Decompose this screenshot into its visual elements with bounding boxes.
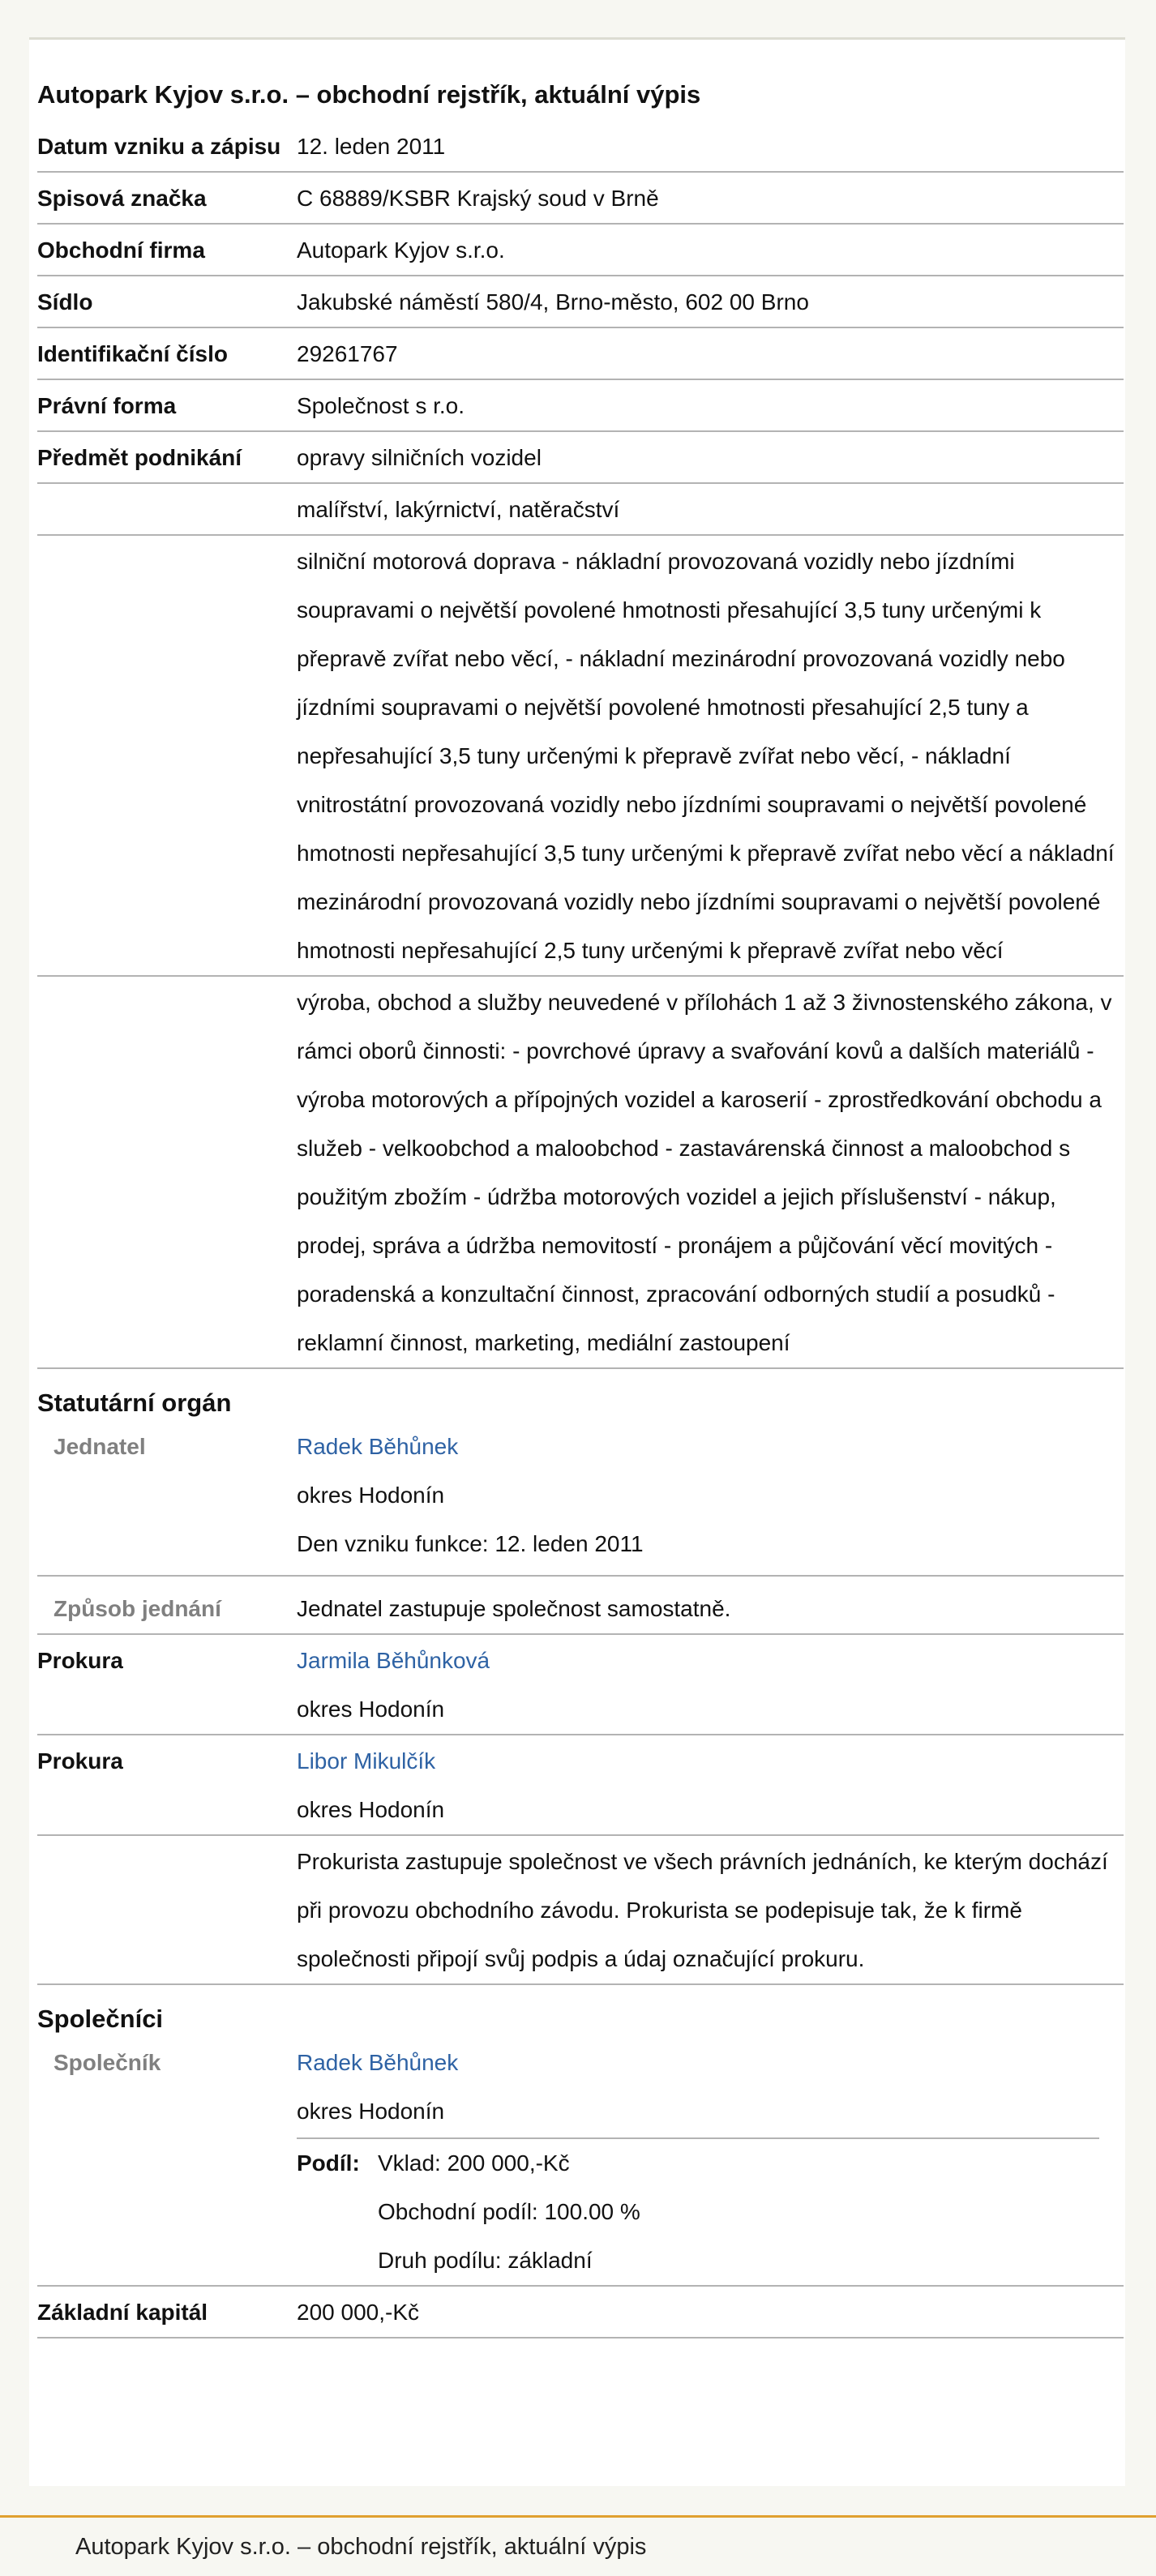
row-spolecnik [37,2037,1124,2287]
prokura-1-district: okres Hodonín [297,1697,445,1722]
label-spisova-znacka: Spisová značka [37,186,207,211]
registry-extract [37,40,1124,2339]
label-predmet-podnikani: Předmět podnikání [37,445,242,470]
label-spolecnik: Společník [54,2050,161,2075]
row-predmet-2 [37,484,1124,536]
page-title: Autopark Kyjov s.r.o. – obchodní rejstřík, aktuální výpis [37,80,701,109]
value-zpusob-jednani: Jednatel zastupuje společnost samostatně. [297,1596,731,1621]
section-statutarni-organ: Statutární orgán [37,1389,232,1417]
row-jednatel [37,1421,1124,1577]
row-datum-vzniku [37,121,1124,173]
footer-divider [0,2515,1156,2518]
jednatel-district: okres Hodonín [297,1483,445,1508]
label-empty [37,484,297,534]
label-ico: Identifikační číslo [37,341,228,366]
label-datum-vzniku: Datum vzniku a zápisu [37,134,281,159]
section-spolecnici: Společníci [37,2005,164,2033]
row-pravni-forma [37,380,1124,432]
label-zpusob-jednani: Způsob jednání [54,1596,221,1621]
row-predmet-4 [37,977,1124,1369]
row-predmet-1 [37,432,1124,484]
row-spisova-znacka [37,173,1124,225]
row-prokura-note [37,1836,1124,1985]
share-vklad: Vklad: 200 000,-Kč [378,2150,570,2176]
value-prokura-note: Prokurista zastupuje společnost ve všech právních jednáních, ke kterým dochází při provozu obchodního závodu. Prokurista se podepisuje tak, že k firmě společnosti připojí svůj podpis a údaj označující prokuru. [297,1849,1108,1971]
value-predmet-1: opravy silničních vozidel [297,445,542,470]
label-empty [37,536,297,975]
label-prokura-2: Prokura [37,1748,123,1774]
label-sidlo: Sídlo [37,289,93,315]
value-pravni-forma: Společnost s r.o. [297,393,465,418]
value-predmet-2: malířství, lakýrnictví, natěračství [297,497,620,522]
spolecnik-district: okres Hodonín [297,2099,445,2124]
share-label: Podíl: [297,2150,360,2176]
label-prokura-1: Prokura [37,1648,123,1673]
share-values [378,2139,1099,2285]
share-box [297,2137,1099,2285]
label-jednatel: Jednatel [54,1434,146,1459]
row-zpusob-jednani [37,1577,1124,1635]
footer-text: Autopark Kyjov s.r.o. – obchodní rejstřík, aktuální výpis [75,2534,647,2560]
value-sidlo: Jakubské náměstí 580/4, Brno-město, 602 00 Brno [297,289,809,315]
value-predmet-3: silniční motorová doprava - nákladní provozovaná vozidly nebo jízdními soupravami o největší povolené hmotnosti přesahující 3,5 tuny určenými k přepravě zvířat nebo věcí, - nákladní mezinárodní provozovaná vozidly nebo jízdními soupravami o největší povolené hmotnosti přesahující 2,5 tuny a nepřesahující 3,5 tuny určenými k přepravě zvířat nebo věcí, - nákladní vnitrostátní provozovaná vozidly nebo jízdními soupravami o největší povolené hmotnosti nepřesahující 3,5 tuny určenými k přepravě zvířat nebo věcí a nákladní mezinárodní provozovaná vozidly nebo jízdními soupravami o největší povolené hmotnosti nepřesahující 2,5 tuny určenými k přepravě zvířat nebo věcí [297,549,1115,963]
row-zakladni-kapital [37,2287,1124,2339]
value-ico: 29261767 [297,341,398,366]
label-empty [37,1836,297,1983]
row-obchodni-firma [37,225,1124,276]
row-ico [37,328,1124,380]
prokura-2-district: okres Hodonín [297,1797,445,1822]
row-predmet-3 [37,536,1124,977]
share-obchodni-podil: Obchodní podíl: 100.00 % [378,2199,640,2224]
value-obchodni-firma: Autopark Kyjov s.r.o. [297,237,505,263]
jednatel-since: Den vzniku funkce: 12. leden 2011 [297,1531,644,1556]
label-empty [37,977,297,1367]
jednatel-details [297,1421,1124,1568]
link-prokura-1-name[interactable]: Jarmila Běhůnková [297,1648,490,1673]
value-datum-vzniku: 12. leden 2011 [297,134,446,159]
label-pravni-forma: Právní forma [37,393,177,418]
row-sidlo [37,276,1124,328]
prokura-2-details [297,1735,1124,1834]
prokura-1-details [297,1635,1124,1734]
row-prokura-1 [37,1635,1124,1735]
value-spisova-znacka: C 68889/KSBR Krajský soud v Brně [297,186,659,211]
link-spolecnik-name[interactable]: Radek Běhůnek [297,2050,459,2075]
label-obchodni-firma: Obchodní firma [37,237,205,263]
value-predmet-4: výroba, obchod a služby neuvedené v přílohách 1 až 3 živnostenského zákona, v rámci oborů činnosti: - povrchové úpravy a svařování kovů a dalších materiálů - výroba motorových a přípojných vozidel a karoserií - zprostředkování obchodu a služeb - velkoobchod a maloobchod - zastavárenská činnost a maloobchod s použitým zbožím - údržba motorových vozidel a jejich příslušenství - nákup, prodej, správa a údržba nemovitostí - pronájem a půjčování věcí movitých - poradenská a konzultační činnost, zpracování odborných studií a posudků - reklamní činnost, marketing, mediální zastoupení [297,990,1112,1355]
value-zakladni-kapital: 200 000,-Kč [297,2300,419,2325]
label-zakladni-kapital: Základní kapitál [37,2300,208,2325]
spolecnik-details [297,2037,1124,2285]
share-druh: Druh podílu: základní [378,2248,593,2273]
link-prokura-2-name[interactable]: Libor Mikulčík [297,1748,436,1774]
row-prokura-2 [37,1735,1124,1836]
link-jednatel-name[interactable]: Radek Běhůnek [297,1434,459,1459]
